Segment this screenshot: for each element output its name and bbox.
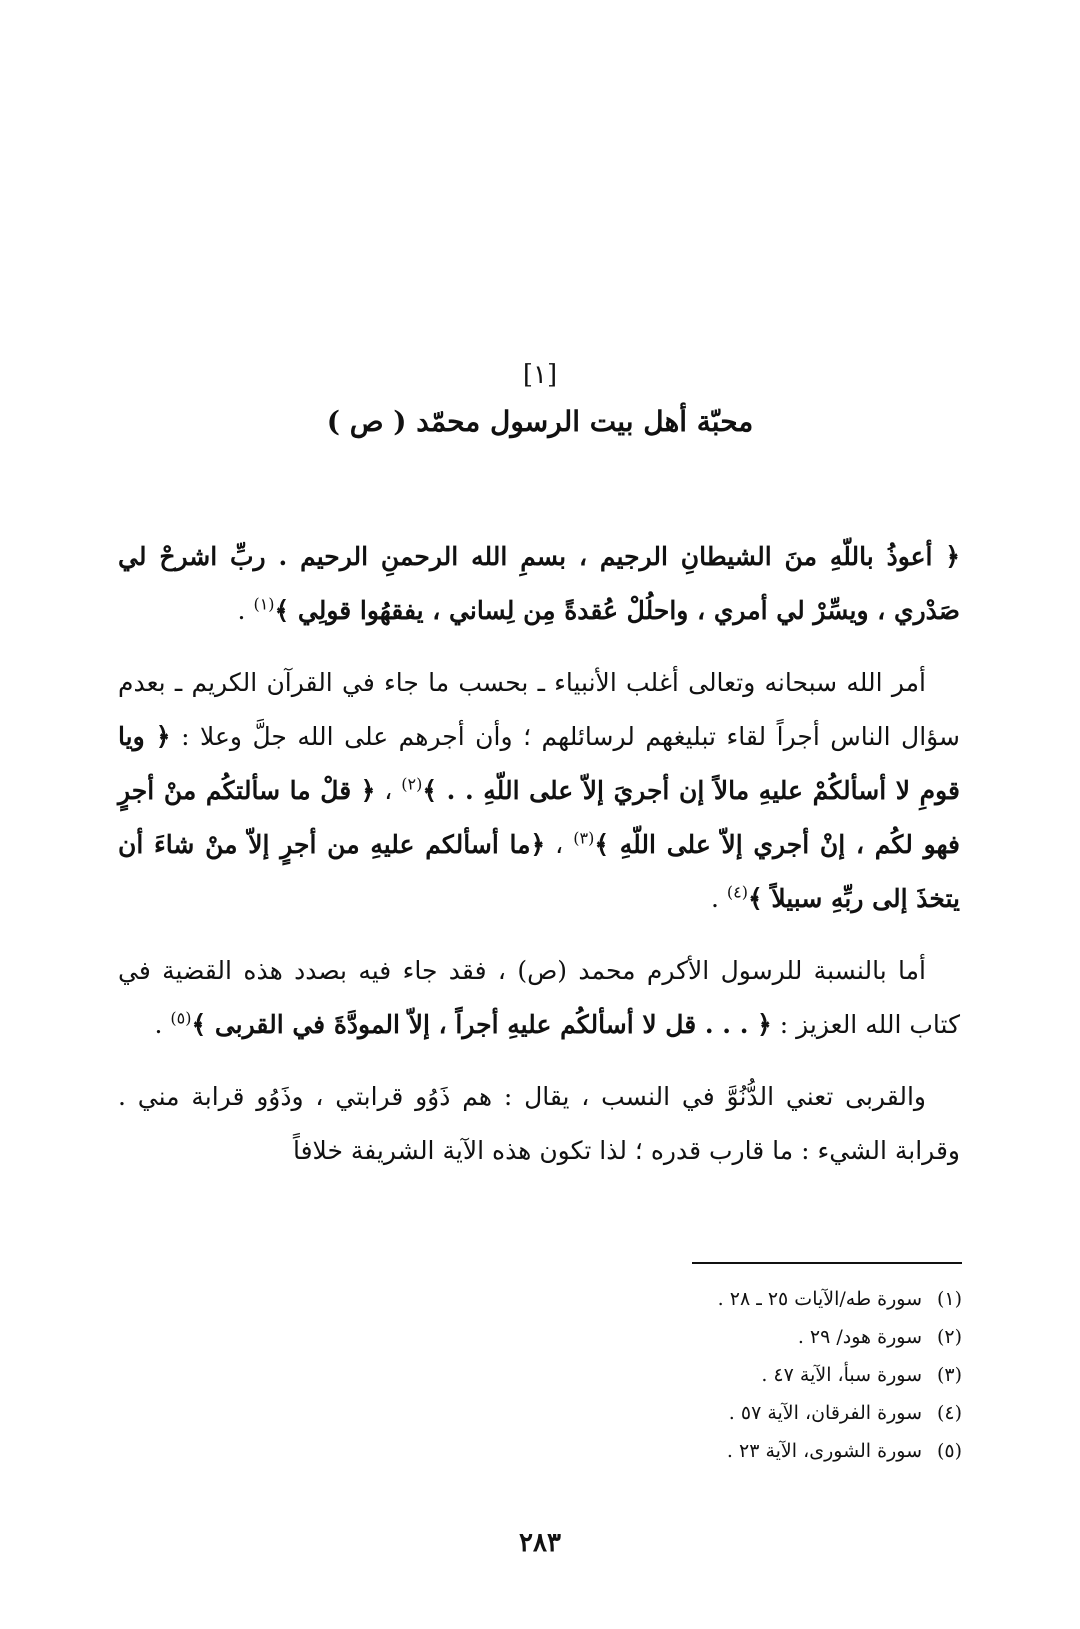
text-span: ، xyxy=(375,776,402,805)
paragraph-prophets-reward xyxy=(118,656,960,926)
footnote-text: سورة هود/ ٢٩ . xyxy=(797,1326,922,1348)
paragraph-prophet-muhammad xyxy=(118,944,960,1052)
footnote-number: (٤) xyxy=(936,1402,962,1424)
chapter-number: [١] xyxy=(522,360,558,390)
footnote-item xyxy=(402,1356,962,1394)
quran-verse: ﴿ . . . قل لا أسألكُم عليهِ أجراً ، إلاّ المودَّةَ في القربى ﴾ xyxy=(191,1010,772,1039)
footnote-text: سورة طه/الآيات ٢٥ ـ ٢٨ . xyxy=(717,1288,922,1310)
footnote-item xyxy=(402,1318,962,1356)
text-span: . xyxy=(154,1010,171,1039)
footnote-ref: (٥) xyxy=(170,1008,192,1028)
footnote-number: (١) xyxy=(936,1288,962,1310)
quran-verse: ﴿ما أسألكم عليهِ من أجرٍ إلاّ منْ شاءَ أن يتخذَ إلى ربِّهِ سبيلاً ﴾ xyxy=(118,830,960,913)
text-span: أما بالنسبة للرسول الأكرم محمد (ص) ، فقد جاء فيه بصدد هذه القضية في كتاب الله العزيز : xyxy=(118,956,960,1039)
quran-verse: ﴿ أعوذُ باللّهِ منَ الشيطانِ الرجيم ، بسمِ الله الرحمنِ الرحيم . ربِّ اشرحْ لي صَدْري ، ويسِّرْ لي أمري ، واحلُلْ عُقدةً مِن لِساني ، يفقهُوا قولِي ﴾ xyxy=(118,542,960,625)
paragraph-opening-prayer xyxy=(118,530,960,638)
page-number: ٢٨٣ xyxy=(519,1528,561,1558)
footnote-ref: (٤) xyxy=(726,882,748,902)
chapter-title: محبّة أهل بيت الرسول محمّد ( ص ) xyxy=(326,405,754,438)
text-span: والقربى تعني الدُّنُوَّ في النسب ، يقال : هم ذَوُو قرابتي ، وذَوُو قرابة مني . وقرابة الشيء : ما قارب قدره ؛ لذا تكون هذه الآية الشريفة خلافاً xyxy=(118,1082,960,1165)
footnote-ref: (١) xyxy=(253,594,275,614)
footnote-divider xyxy=(692,1262,962,1264)
footnote-text: سورة سبأ، الآية ٤٧ . xyxy=(761,1364,922,1386)
footnote-item xyxy=(402,1432,962,1470)
text-span: . xyxy=(237,596,254,625)
text-span: ، xyxy=(545,830,574,859)
quran-verse: ﴿ قلْ ما سألتكُم منْ أجرٍ فهو لكُم ، إنْ أجري إلاّ على اللّهِ ﴾ xyxy=(118,776,960,859)
footnote-number: (٢) xyxy=(936,1326,962,1348)
text-span: أمر الله سبحانه وتعالى أغلب الأنبياء ـ بحسب ما جاء في القرآن الكريم ـ بعدم سؤال الناس أجراً لقاء تبليغهم لرسائلهم ؛ وأن أجرهم على الله جلَّ وعلا : xyxy=(118,668,961,751)
footnote-item xyxy=(402,1394,962,1432)
footnote-ref: (٢) xyxy=(401,774,423,794)
footnote-text: سورة الفرقان، الآية ٥٧ . xyxy=(728,1402,922,1424)
quran-verse: ﴿ ويا قومِ لا أسألكُمْ عليهِ مالاً إن أجريَ إلاّ على اللّهِ . . ﴾ xyxy=(118,722,960,805)
text-span: . xyxy=(710,884,727,913)
footnote-ref: (٣) xyxy=(573,828,595,848)
footnote-text: سورة الشورى، الآية ٢٣ . xyxy=(726,1440,922,1462)
footnote-number: (٥) xyxy=(936,1440,962,1462)
paragraph-qurba-meaning xyxy=(118,1070,960,1178)
body-text xyxy=(118,530,960,1196)
footnote-item xyxy=(402,1280,962,1318)
footnotes xyxy=(402,1280,962,1470)
footnote-number: (٣) xyxy=(936,1364,962,1386)
